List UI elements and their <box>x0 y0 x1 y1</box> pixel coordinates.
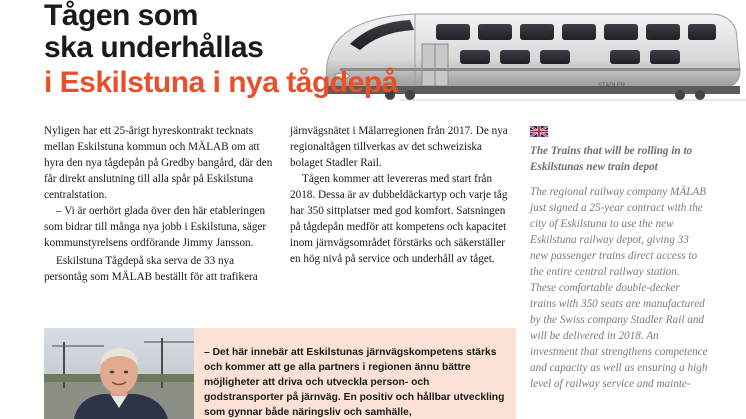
headline-line-3: i Eskilstuna i nya tågdepå <box>44 66 398 99</box>
article-paragraph: – Vi är oerhört glada över den här etableringen som bidrar till många nya jobb i Eskilstuna, säger kommunstyrelsens ordförande Jimmy Jansson. <box>44 205 267 249</box>
article-column-1 <box>44 123 280 285</box>
headline-line-2: ska underhållas <box>44 31 264 64</box>
portrait-photo <box>44 328 194 419</box>
quote-box <box>44 328 516 419</box>
uk-flag-icon <box>530 126 548 137</box>
quote-text: – Det här innebär att Eskilstunas järnvägskompetens stärks och kommer att ge alla partners i regionen ännu bättre möjligheter att driva och utveckla person- och godstransporter på järnväg. En positiv och hållbar utveckling som gynnar både näringsliv och samhälle, <box>204 347 505 418</box>
train-logo-text: STADLER <box>598 83 626 89</box>
article-paragraph: Nyligen har ett 25-årigt hyreskontrakt tecknats mellan Eskilstuna kommun och MÄLAB om att hyra den nya tågdepån på Gredby bangård, där den får direkt anslutning till alla spår på Eskilstuna centralstation. <box>44 125 273 201</box>
article-paragraph: Tågen kommer att levereras med start från 2018. Dessa är av dubbeldäckartyp och varje tåg har 350 sittplatser med god komfort. Satsningen på tågdepån medför att kompetens och kapacitet inom järnvägsområdet förstärks och säkerställer en hög nivå på service och underhåll av tåget. <box>290 173 508 265</box>
article-column-2 <box>290 123 516 267</box>
sidebar-body: The regional railway company MÄLAB just signed a 25-year contract with the city of Eskilstuna to use the new Eskilstuna railway depot, giving 33 new passenger trains direct access to the entire central railway station. These comfortable double-decker trains with 350 seats are manufactured by the Swiss company Stadler Rail and will be delivered in 2018. An investment that strengthens competence and capacity as well as ensuring a high level of railway service and mainte- <box>530 186 708 390</box>
headline-line-1: Tågen som <box>44 0 198 32</box>
article-paragraph: Eskilstuna Tågdepå ska serva de 33 nya persontåg som MÄLAB beställt för att trafikera <box>44 255 258 283</box>
sidebar-title: The Trains that will be rolling in to Eskilstunas new train depot <box>530 145 693 173</box>
article-paragraph: järnvägsnätet i Mälarregionen från 2017. De nya regionaltågen tillverkas av det schweiziska bolaget Stadler Rail. <box>290 125 508 169</box>
